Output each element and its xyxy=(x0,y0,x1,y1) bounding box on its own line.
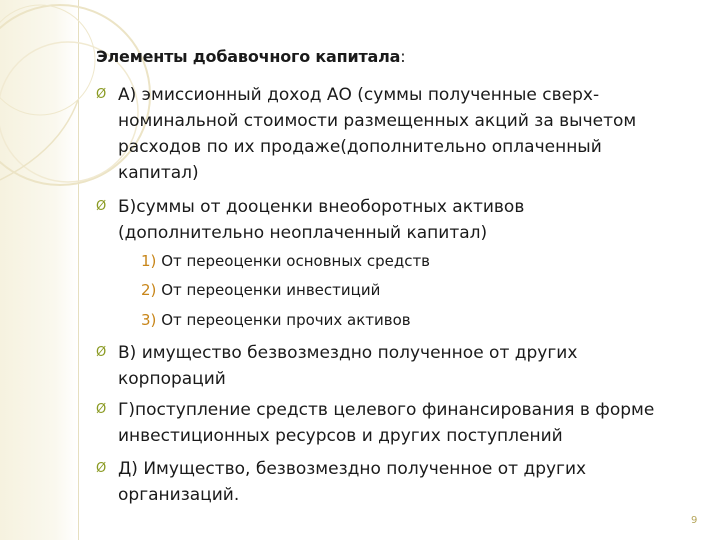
bullet-line: Д) Имущество, безвозмездно полученное от других xyxy=(118,459,587,479)
bullet-line: Г)поступление средств целевого финансирования в форме xyxy=(118,400,655,420)
title-text: Элементы добавочного капитала xyxy=(96,47,401,66)
sub-item-number: 1) xyxy=(141,252,157,270)
bullet-line: инвестиционных ресурсов и других поступлений xyxy=(118,426,563,446)
bullet-arrow-icon: Ø xyxy=(96,461,107,476)
bullet-line: номинальной стоимости размещенных акций за вычетом xyxy=(118,111,637,131)
sub-item-text: От переоценки прочих активов xyxy=(161,311,411,329)
sub-item-text: От переоценки инвестиций xyxy=(161,281,381,299)
bullet-line: организаций. xyxy=(118,485,240,505)
sub-item xyxy=(141,251,430,271)
sub-item-number: 2) xyxy=(141,281,157,299)
bullet-line: расходов по их продаже(дополнительно оплаченный xyxy=(118,137,602,157)
slide-title xyxy=(96,47,405,66)
sub-item xyxy=(141,280,380,300)
sub-item-number: 3) xyxy=(141,311,157,329)
bullet-line: капитал) xyxy=(118,163,199,183)
bullet-arrow-icon: Ø xyxy=(96,87,107,102)
sub-item xyxy=(141,310,411,330)
bullet-arrow-icon: Ø xyxy=(96,402,107,417)
bullet-line: корпораций xyxy=(118,369,226,389)
sub-item-text: От переоценки основных средств xyxy=(161,252,431,270)
bullet-line: А) эмиссионный доход АО (суммы полученные сверх- xyxy=(118,85,600,105)
bullet-line: Б)суммы от дооценки внеоборотных активов xyxy=(118,197,525,217)
bullet-line: (дополнительно неоплаченный капитал) xyxy=(118,223,488,243)
page-number: 9 xyxy=(691,515,698,526)
left-decor-band xyxy=(0,0,78,540)
bullet-arrow-icon: Ø xyxy=(96,199,107,214)
bullet-arrow-icon: Ø xyxy=(96,345,107,360)
bullet-line: В) имущество безвозмездно полученное от других xyxy=(118,343,578,363)
title-colon: : xyxy=(400,47,406,66)
decor-vertical-line xyxy=(78,0,79,540)
